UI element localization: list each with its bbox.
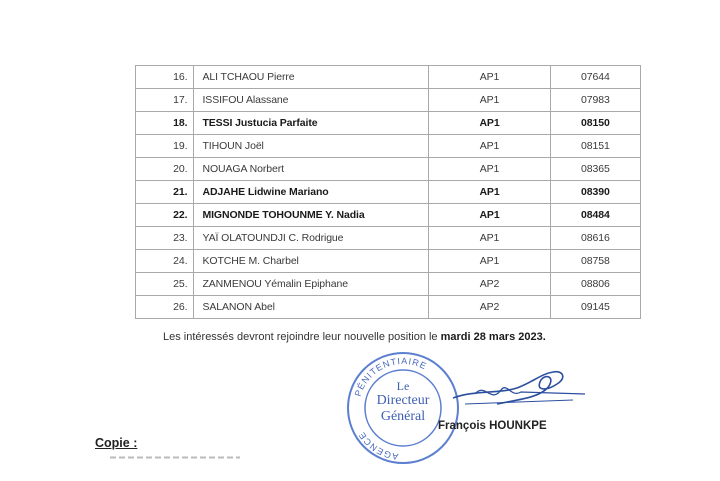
agent-code: 08616 <box>550 227 640 250</box>
agent-grade: AP1 <box>429 89 551 112</box>
table-row <box>136 66 641 89</box>
agent-grade: AP1 <box>429 158 551 181</box>
agent-grade: AP1 <box>429 112 551 135</box>
row-number: 23. <box>136 227 194 250</box>
agent-grade: AP1 <box>429 66 551 89</box>
agent-code: 07983 <box>550 89 640 112</box>
agent-grade: AP2 <box>429 296 551 319</box>
agents-table <box>135 65 641 319</box>
row-number: 17. <box>136 89 194 112</box>
agent-grade: AP1 <box>429 227 551 250</box>
table-row <box>136 250 641 273</box>
stamp-line-2: Directeur <box>376 393 430 408</box>
notice-sentence: Les intéressés devront rejoindre leur nouvelle position le <box>163 331 441 343</box>
stamp-line-1: Le <box>396 379 410 393</box>
table-row <box>136 273 641 296</box>
signature-scribble <box>445 364 590 424</box>
row-number: 18. <box>136 112 194 135</box>
agent-name: ADJAHE Lidwine Mariano <box>194 181 429 204</box>
agent-grade: AP1 <box>429 135 551 158</box>
table-row <box>136 135 641 158</box>
agent-code: 08484 <box>550 204 640 227</box>
row-number: 19. <box>136 135 194 158</box>
notice-date: mardi 28 mars 2023. <box>440 331 546 343</box>
stamp-center <box>363 380 443 425</box>
agent-code: 09145 <box>550 296 640 319</box>
cut-off-text-line <box>110 456 240 459</box>
agent-code: 08758 <box>550 250 640 273</box>
row-number: 24. <box>136 250 194 273</box>
agent-code: 07644 <box>550 66 640 89</box>
agent-code: 08390 <box>550 181 640 204</box>
agent-name: ALI TCHAOU Pierre <box>194 66 429 89</box>
copie-label: Copie : <box>95 436 138 450</box>
agent-code: 08806 <box>550 273 640 296</box>
agent-code: 08150 <box>550 112 640 135</box>
agent-name: SALANON Abel <box>194 296 429 319</box>
stamp-ring-top: PÉNITENTIAIRE <box>352 355 429 398</box>
agent-name: TESSI Justucia Parfaite <box>194 112 429 135</box>
notice-text <box>163 331 546 343</box>
agent-grade: AP1 <box>429 181 551 204</box>
agent-name: NOUAGA Norbert <box>194 158 429 181</box>
row-number: 20. <box>136 158 194 181</box>
row-number: 26. <box>136 296 194 319</box>
agent-name: YAÏ OLATOUNDJI C. Rodrigue <box>194 227 429 250</box>
row-number: 25. <box>136 273 194 296</box>
agent-grade: AP1 <box>429 250 551 273</box>
table-row <box>136 112 641 135</box>
signer-name: François HOUNKPE <box>438 420 547 432</box>
agent-grade: AP1 <box>429 204 551 227</box>
table-row <box>136 296 641 319</box>
agents-table-body <box>136 66 641 319</box>
agent-name: MIGNONDE TOHOUNME Y. Nadia <box>194 204 429 227</box>
stamp-line-3: Général <box>380 409 426 424</box>
agent-name: ZANMENOU Yémalin Epiphane <box>194 273 429 296</box>
row-number: 16. <box>136 66 194 89</box>
table-row <box>136 227 641 250</box>
agent-name: ISSIFOU Alassane <box>194 89 429 112</box>
table-row <box>136 89 641 112</box>
agent-code: 08151 <box>550 135 640 158</box>
agent-grade: AP2 <box>429 273 551 296</box>
agent-code: 08365 <box>550 158 640 181</box>
table-row <box>136 204 641 227</box>
agent-name: KOTCHE M. Charbel <box>194 250 429 273</box>
row-number: 22. <box>136 204 194 227</box>
table-row <box>136 158 641 181</box>
row-number: 21. <box>136 181 194 204</box>
table-row <box>136 181 641 204</box>
agent-name: TIHOUN Joël <box>194 135 429 158</box>
stamp-ring-left: AGENCE <box>356 429 400 462</box>
